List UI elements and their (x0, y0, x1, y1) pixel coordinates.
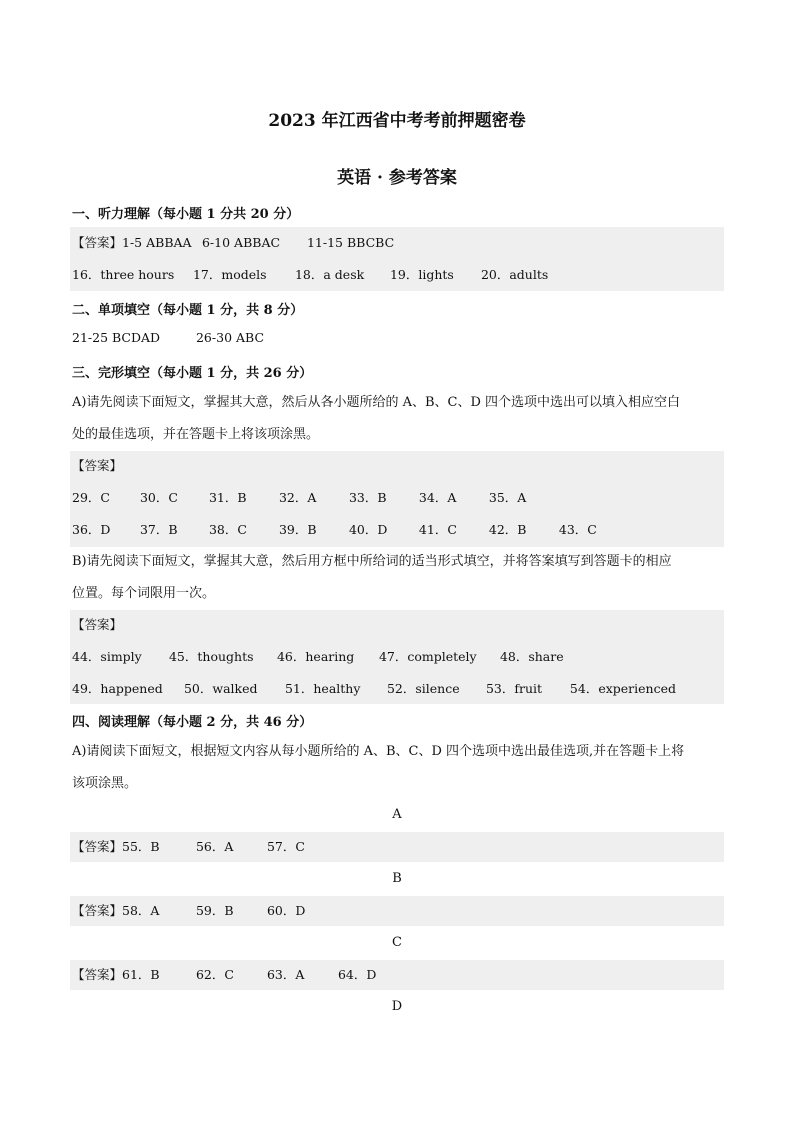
cloze-b-answer-label: 【答案】 (72, 617, 123, 632)
answer-item: 32．A (278, 490, 317, 505)
answer-item: 16．three hours (72, 267, 175, 282)
answer-item: 60．D (266, 903, 306, 918)
answer-item: 64．D (337, 967, 377, 982)
answer-item: 62．C (195, 967, 234, 982)
instruction-line: A)请阅读下面短文，根据短文内容从每小题所给的 A、B、C、D 四个选项中选出最佳选项,并在答题卡上将 (72, 744, 685, 759)
answer-item: 42．B (488, 522, 527, 537)
answer-item: 【答案】1-5 ABBAA (72, 235, 192, 250)
answer-item: 【答案】61．B (72, 967, 160, 982)
answer-item: 31．B (208, 490, 247, 505)
cloze-a-answer-label: 【答案】 (72, 458, 123, 473)
answer-item: 47．completely (378, 649, 477, 664)
cloze-a-instructions (72, 387, 724, 451)
answer-item: 11-15 BBCBC (306, 235, 395, 250)
section-reading-heading: 四、阅读理解（每小题 2 分，共 46 分） (72, 715, 313, 730)
cloze-b-instructions (72, 546, 724, 610)
reading-a-instructions (72, 736, 724, 800)
section-listening-heading: 一、听力理解（每小题 1 分共 20 分） (72, 207, 300, 222)
answer-item: 57．C (266, 839, 305, 854)
answer-item: 49．happened (72, 681, 163, 696)
single-choice-answers-row (72, 327, 264, 349)
answer-item: 59．B (195, 903, 234, 918)
page-title: 2023 年江西省中考考前押题密卷 (268, 111, 526, 131)
answer-item: 【答案】55．B (72, 839, 160, 854)
answer-item: 30．C (139, 490, 178, 505)
reading-b-answers-row (72, 900, 305, 922)
answer-item: 21-25 BCDAD (72, 330, 161, 345)
answer-item: 46．hearing (276, 649, 355, 664)
answer-item: 6-10 ABBAC (201, 235, 281, 250)
answer-item: 20．adults (480, 267, 549, 282)
answer-item: 48．share (499, 649, 564, 664)
answer-item: 17．models (192, 267, 267, 282)
passage-letter-c: C (392, 935, 402, 950)
answer-item: 43．C (558, 522, 597, 537)
cloze-a-answers-row-1 (72, 487, 526, 509)
passage-letter-d: D (391, 999, 403, 1014)
cloze-b-answers-row-2 (72, 678, 676, 700)
answer-item: 36．D (72, 522, 111, 537)
answer-item: 19．lights (389, 267, 454, 282)
reading-c-answers-row (72, 964, 376, 986)
answer-item: 39．B (278, 522, 317, 537)
answer-item: 35．A (488, 490, 527, 505)
answer-item: 54．experienced (569, 681, 676, 696)
listening-answers-row-1 (72, 232, 394, 254)
passage-letter-b: B (392, 871, 402, 886)
answer-item: 29．C (72, 490, 110, 505)
instruction-line: 处的最佳选项，并在答题卡上将该项涂黑。 (72, 427, 320, 442)
answer-item: 37．B (139, 522, 178, 537)
answer-item: 52．silence (386, 681, 460, 696)
answer-item: 18．a desk (294, 267, 365, 282)
answer-item: 53．fruit (485, 681, 543, 696)
passage-letter-a: A (392, 807, 402, 822)
answer-item: 26-30 ABC (195, 330, 265, 345)
answer-item: 45．thoughts (168, 649, 254, 664)
answer-item: 41．C (418, 522, 457, 537)
answer-item: 56．A (195, 839, 234, 854)
answer-item: 63．A (266, 967, 305, 982)
instruction-line: A)请先阅读下面短文，掌握其大意，然后从各小题所给的 A、B、C、D 四个选项中选出可以填入相应空白 (72, 395, 681, 410)
answer-item: 44．simply (72, 649, 142, 664)
page-subtitle: 英语 · 参考答案 (337, 168, 457, 188)
reading-a-answers-row (72, 836, 305, 858)
answer-item: 50．walked (183, 681, 258, 696)
instruction-line: 该项涂黑。 (72, 776, 138, 791)
cloze-b-answers-row-1 (72, 646, 564, 668)
answer-item: 38．C (208, 522, 247, 537)
listening-answers-row-2 (72, 264, 548, 286)
instruction-line: 位置。每个词限用一次。 (72, 586, 216, 601)
section-cloze-heading: 三、完形填空（每小题 1 分，共 26 分） (72, 366, 313, 381)
answer-item: 34．A (418, 490, 457, 505)
instruction-line: B)请先阅读下面短文，掌握其大意，然后用方框中所给词的适当形式填空，并将答案填写到答题卡的相应 (72, 554, 672, 569)
answer-item: 51．healthy (284, 681, 361, 696)
answer-item: 【答案】58．A (72, 903, 160, 918)
answer-item: 33．B (348, 490, 387, 505)
section-single-choice-heading: 二、单项填空（每小题 1 分，共 8 分） (72, 303, 304, 318)
cloze-a-answers-row-2 (72, 519, 597, 541)
answer-item: 40．D (348, 522, 388, 537)
